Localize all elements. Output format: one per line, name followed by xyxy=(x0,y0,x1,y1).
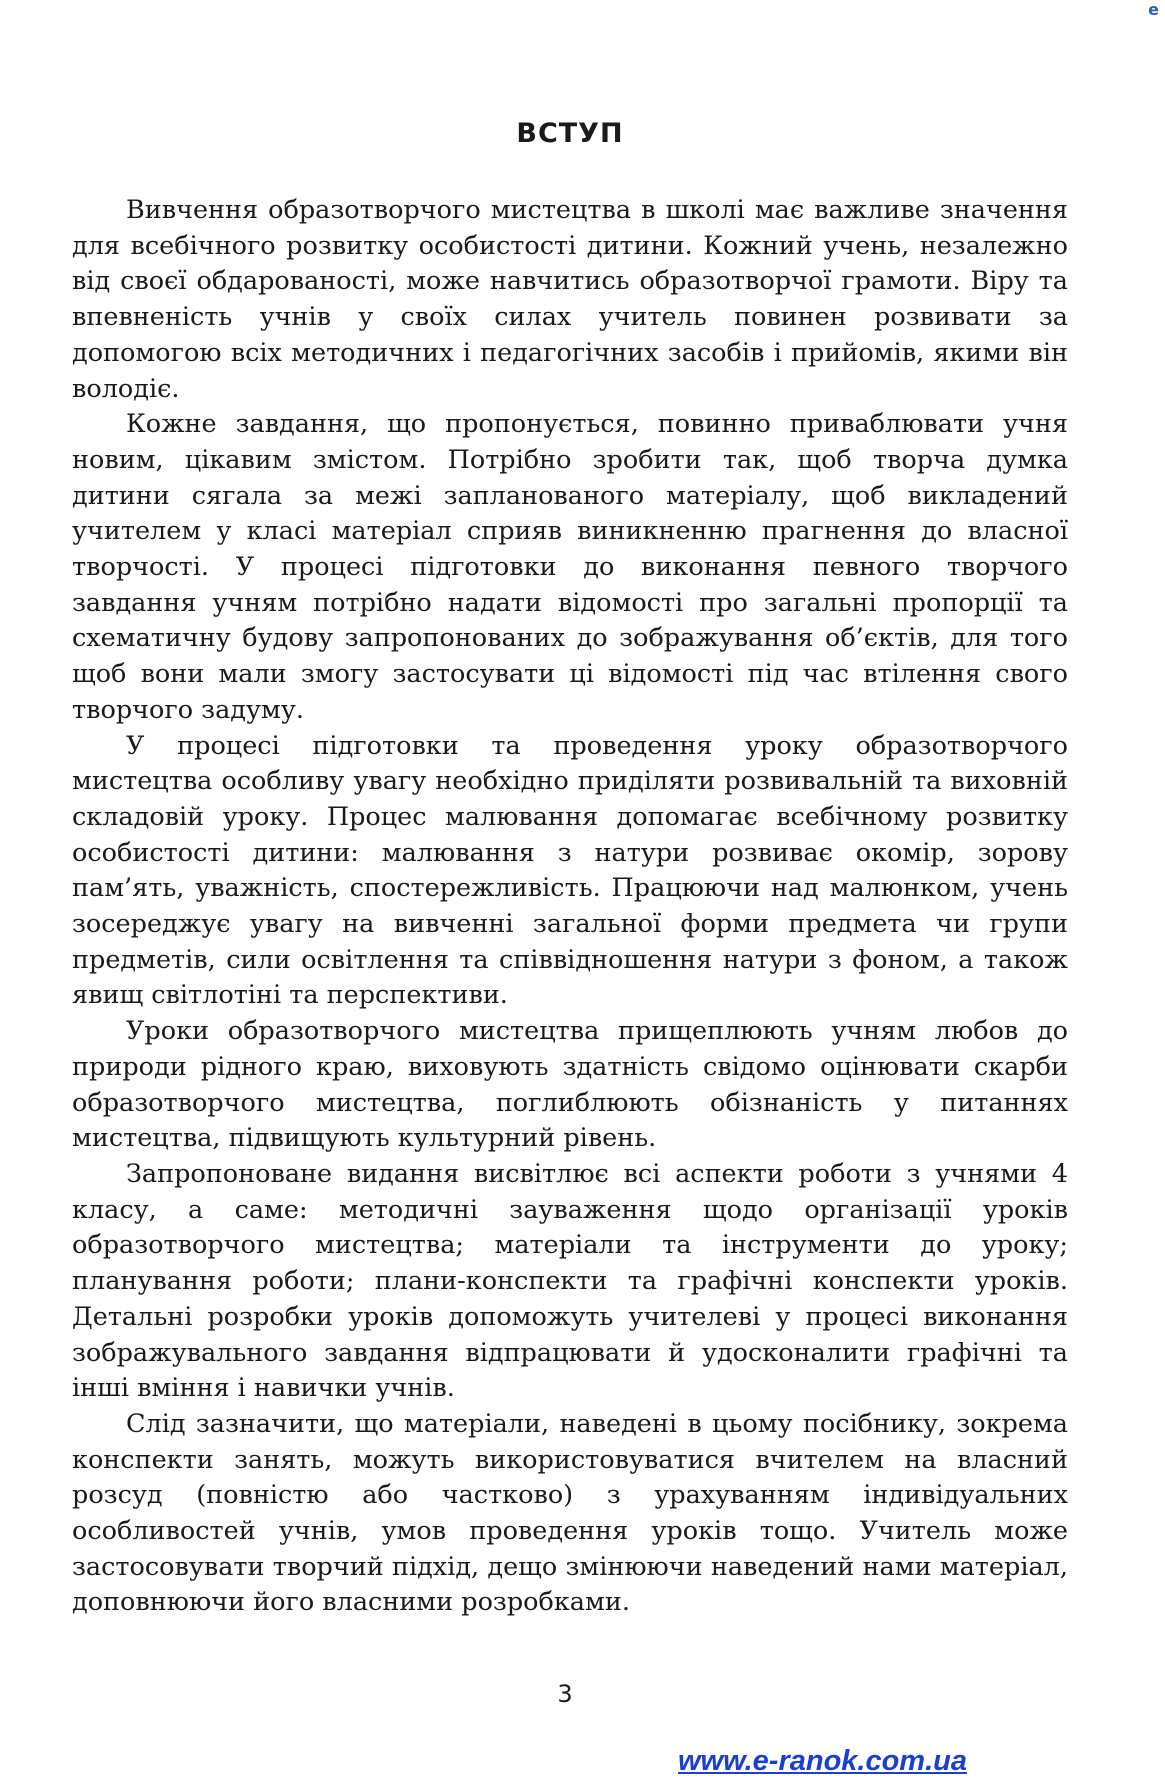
page-number: 3 xyxy=(557,1680,573,1708)
body-text xyxy=(72,193,1068,1621)
document-page xyxy=(72,118,1068,1621)
page-title: ВСТУП xyxy=(516,118,624,149)
corner-mark: е xyxy=(1148,0,1159,19)
paragraph: Слід зазначити, що матеріали, наведені в цьому посібнику, зокрема конспекти занять, можуть використовуватися вчителем на власний розсуд (повністю або частково) з урахуванням індивідуальних особливостей учнів, умов проведення уроків тощо. Учитель може застосовувати творчий підхід, дещо змінюючи наведений нами матеріал, доповнюючи його власними розробками. xyxy=(72,1408,1068,1618)
paragraph: Кожне завдання, що пропонується, повинно приваблювати учня новим, цікавим змістом. Потрібно зробити так, щоб творча думка дитини сягала за межі запланованого матеріалу, щоб викладений учителем у класі матеріал сприяв виникненню прагнення до власної творчості. У процесі підготовки до виконання певного творчого завдання учням потрібно надати відомості про загальні пропорції та схематичну будову запропонованих до зображування об’єктів, для того щоб вони мали змогу застосувати ці відомості під час втілення свого творчого задуму. xyxy=(72,409,1068,725)
paragraph: Уроки образотворчого мистецтва прищеплюють учням любов до природи рідного краю, виховують здатність свідомо оцінювати скарби образотворчого мистецтва, поглиблюють обізнаність у питаннях мистецтва, підвищують культурний рівень. xyxy=(72,1016,1068,1154)
paragraph: Вивчення образотворчого мистецтва в школі має важливе значення для всебічного розвитку особистості дитини. Кожний учень, незалежно від своєї обдарованості, може навчитись образотворчої грамоти. Віру та впевненість учнів у своїх силах учитель повинен розвивати за допомогою всіх методичних і педагогічних засобів і прийомів, якими він володіє. xyxy=(72,195,1068,404)
paragraph: У процесі підготовки та проведення уроку образотворчого мистецтва особливу увагу необхідно приділяти розвивальній та виховній складовій уроку. Процес малювання допомагає всебічному розвитку особистості дитини: малювання з натури розвиває окомір, зорову пам’ять, уважність, спостережливість. Працюючи над малюнком, учень зосереджує увагу на вивченні загальної форми предмета чи групи предметів, сили освітлення та співвідношення натури з фоном, а також явищ світлотіні та перспективи. xyxy=(72,730,1068,1011)
paragraph: Запропоноване видання висвітлює всі аспекти роботи з учнями 4 класу, а саме: методичні зауваження щодо організації уроків образотворчого мистецтва; матеріали та інструменти до уроку; планування роботи; плани-конспекти та графічні конспекти уроків. Детальні розробки уроків допоможуть учителеві у процесі виконання зображувального завдання відпрацювати й удосконалити графічні та інші вміння і навички учнів. xyxy=(72,1158,1068,1404)
website-link[interactable]: www.e-ranok.com.ua xyxy=(678,1745,967,1777)
